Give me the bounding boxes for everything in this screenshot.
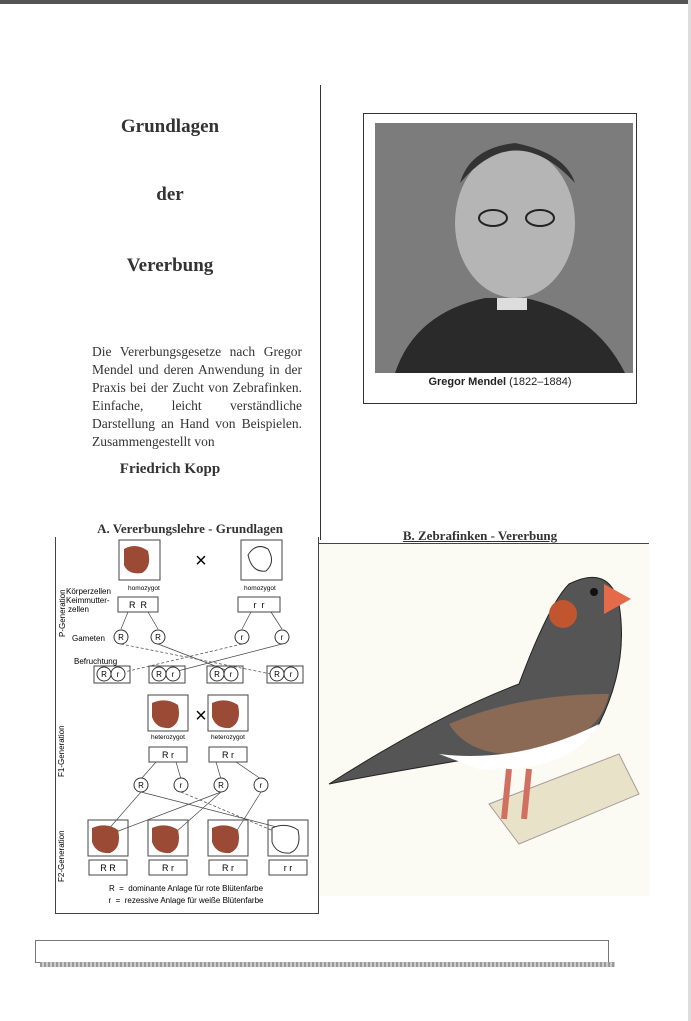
label-f1-generation: F1-Generation xyxy=(57,725,66,777)
f1-gamete: R xyxy=(218,781,224,790)
mendel-portrait-image xyxy=(375,123,633,373)
p-gamete: r xyxy=(240,633,244,642)
zygote-allele: r xyxy=(229,670,233,679)
connector-line xyxy=(242,612,251,629)
f1-gamete: r xyxy=(259,781,263,790)
cross-symbol: × xyxy=(195,705,207,727)
title-line-1: Grundlagen xyxy=(120,116,220,137)
connector-line xyxy=(271,612,282,629)
label-f2-generation: F2-Generation xyxy=(57,830,66,882)
p-genotype-2: r r xyxy=(253,600,265,610)
p-genotype-1: R R xyxy=(129,600,147,610)
f1-genotype: R r xyxy=(222,750,234,760)
connector-line xyxy=(121,612,128,629)
connector-line xyxy=(148,612,158,629)
cross-symbol: × xyxy=(195,550,207,572)
legend-dominant: R = dominante Anlage für rote Blütenfarbe xyxy=(108,884,264,893)
label-heterozygot: heterozygot xyxy=(211,734,245,741)
portrait-frame xyxy=(363,113,637,404)
connector-line xyxy=(176,792,221,832)
label-p-generation: P-Generation xyxy=(58,589,67,637)
f2-genotype: R r xyxy=(162,863,174,873)
label-heterozygot: heterozygot xyxy=(151,734,185,741)
p-gamete: R xyxy=(118,633,124,642)
zygote-allele: R xyxy=(101,670,107,679)
author: Friedrich Kopp xyxy=(119,461,221,477)
f1-gamete: R xyxy=(138,781,144,790)
title-line-2: der xyxy=(156,184,184,205)
cheek-patch xyxy=(549,600,577,628)
connector-line xyxy=(141,762,156,779)
label-zellen: zellen xyxy=(68,605,89,614)
label-homozygot-1: homozygot xyxy=(128,585,160,592)
zygote-allele: R xyxy=(274,670,280,679)
connector-line xyxy=(121,644,271,674)
red-flower-icon xyxy=(152,700,179,728)
legend-recessive: r = rezessive Anlage für weiße Blütenfarbe xyxy=(108,896,264,905)
connector-line xyxy=(176,762,181,779)
intro-text: Die Vererbungsgesetze nach Gregor Mendel und deren Anwendung in der Praxis bei der Zucht von Zebrafinken. Einfache, leicht verständliche Darstellung an Hand von Beispielen. Zusammengestellt von xyxy=(92,344,302,449)
white-flower-icon xyxy=(248,547,272,572)
label-koerperzellen: Körperzellen xyxy=(66,587,111,596)
f2-genotype: R R xyxy=(100,863,116,873)
connector-line xyxy=(216,762,221,779)
f2-genotype: r r xyxy=(283,863,293,873)
eye xyxy=(590,588,598,596)
inheritance-diagram xyxy=(55,537,319,914)
finch-body xyxy=(329,577,622,784)
title-line-3: Vererbung xyxy=(126,255,214,276)
empty-footer-box xyxy=(35,940,609,963)
zygote-allele: R xyxy=(156,670,162,679)
scan-top-edge xyxy=(0,0,691,4)
portrait-caption: Gregor Mendel (1822–1884) xyxy=(428,376,572,388)
f1-genotype: R r xyxy=(162,750,174,760)
section-a-title: A. Vererbungslehre - Grundlagen xyxy=(97,521,283,536)
label-befruchtung: Befruchtung xyxy=(74,657,118,666)
white-flower-icon xyxy=(272,825,299,853)
red-flower-icon xyxy=(212,825,239,853)
label-homozygot-2: homozygot xyxy=(244,585,276,592)
f1-gamete: r xyxy=(179,781,183,790)
zygote-allele: r xyxy=(116,670,120,679)
f2-genotype: R r xyxy=(222,863,234,873)
zygote-allele: r xyxy=(289,670,293,679)
p-gamete: r xyxy=(280,633,284,642)
column-divider xyxy=(320,85,321,540)
label-gameten: Gameten xyxy=(72,634,105,643)
zygote-allele: r xyxy=(171,670,175,679)
scan-noise-strip xyxy=(40,962,615,967)
red-flower-icon xyxy=(92,825,119,853)
red-flower-icon xyxy=(152,825,179,853)
label-keimmutter: Keimmutter- xyxy=(66,596,110,605)
connector-line xyxy=(106,792,141,832)
connector-line xyxy=(236,762,261,779)
section-b-title: B. Zebrafinken - Vererbung xyxy=(402,528,558,543)
red-flower-icon xyxy=(124,546,149,573)
zygote-allele: R xyxy=(214,670,220,679)
red-flower-icon xyxy=(212,700,239,728)
p-gamete: R xyxy=(155,633,161,642)
zebra-finch-drawing xyxy=(318,543,649,896)
